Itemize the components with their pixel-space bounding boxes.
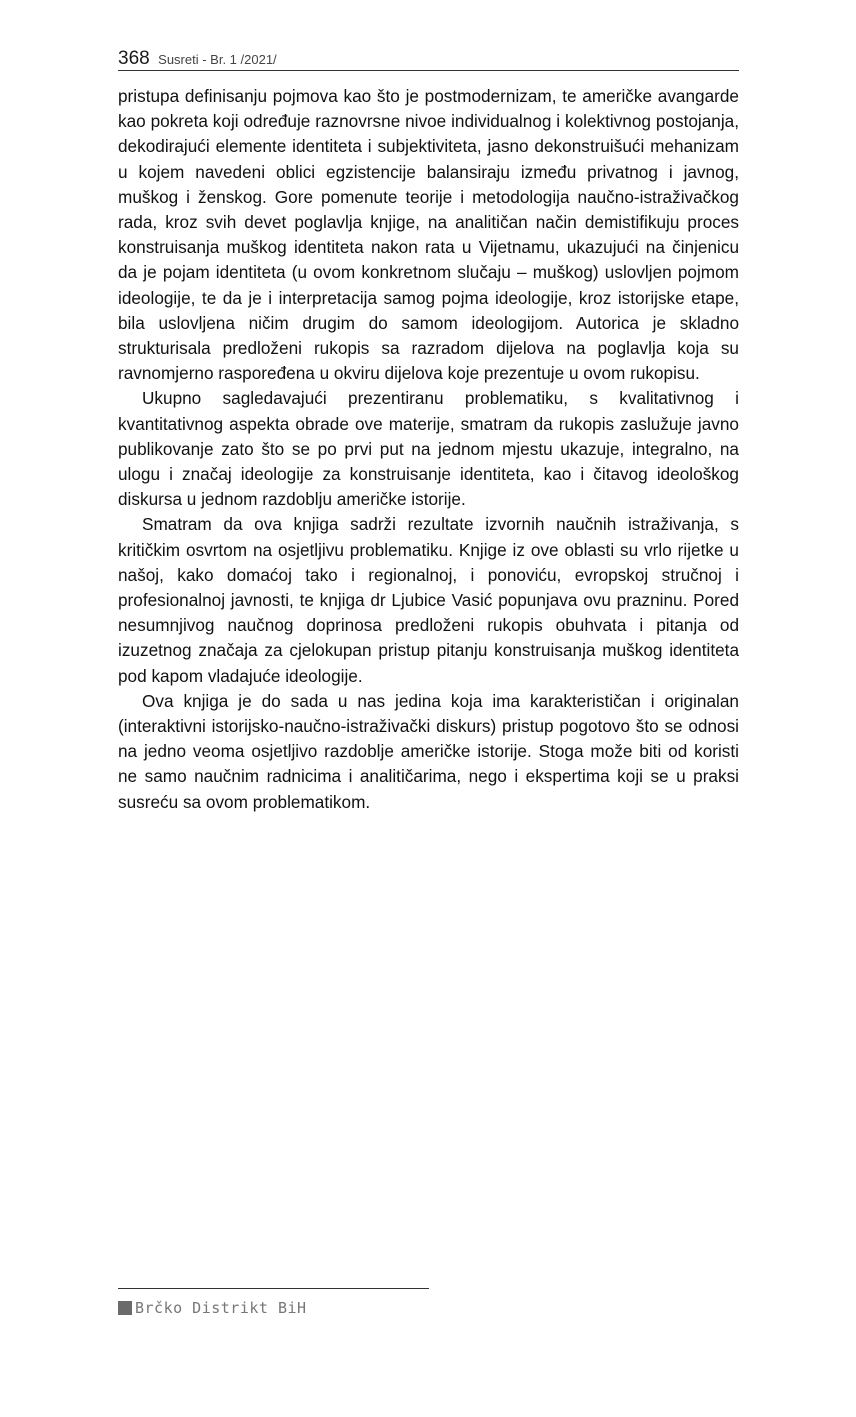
page-footer xyxy=(118,1298,307,1318)
page-number: 368 xyxy=(118,48,150,69)
paragraph: Smatram da ova knjiga sadrži rezultate izvornih naučnih istraživanja, s kritičkim osvrtom na osjetljivu problematiku. Knjige iz ove oblasti su vrlo rijetke u našoj, kako domaćoj tako i regionalnoj, i ponoviću, evropskoj stručnoj i profesionalnoj javnosti, te knjiga dr Ljubice Vasić popunjava ovu prazninu. Pored nesumnjivog naučnog doprinosa predloženi rukopis obuhvata i pitanja od izuzetnog značaja za cjelokupan pristup pitanju konstruisanja muškog identiteta pod kapom vladajuće ideologije. xyxy=(118,514,739,686)
paragraph: pristupa definisanju pojmova kao što je postmodernizam, te američke avangarde kao pokreta koji određuje raznovrsne nivoe individualnog i kolektivnog postojanja, dekodirajući elemente identiteta i subjektiviteta, jasno dekonstruišući mehanizam u kojem navedeni oblici egzistencije balansiraju između privatnog i javnog, muškog i ženskog. Gore pomenute teorije i metodologija naučno-istraživačkog rada, kroz svih devet poglavlja knjige, na analitičan način demistifikuju proces konstruisanja muškog identiteta nakon rata u Vijetnamu, ukazujući na činjenicu da je pojam identiteta (u ovom konkretnom slučaju – muškog) uslovljen pojmom ideologije, te da je i interpretacija samog pojma ideologije, kroz istorijske etape, bila uslovljena ničim drugim do samom ideologijom. Autorica je skladno strukturisala predloženi rukopis sa razradom dijelova na poglavlja koja su ravnomjerno raspoređena u okviru dijelova koje prezentuje u ovom rukopisu. xyxy=(118,86,739,384)
paragraph: Ova knjiga je do sada u nas jedina koja ima karakterističan i originalan (interaktivni istorijsko-naučno-istraživački diskurs) pristup pogotovo što se odnosi na jedno veoma osjetljivo razdoblje američke istorije. Stoga može biti od koristi ne samo naučnim radnicima i analitičarima, nego i ekspertima koji se u praksi susreću sa ovom problematikom. xyxy=(118,690,739,812)
running-title: Susreti - Br. 1 /2021/ xyxy=(158,52,277,67)
footer-divider xyxy=(118,1288,429,1289)
paragraph: Ukupno sagledavajući prezentiranu problematiku, s kvalitativnog i kvantitativnog aspekta obrade ove materije, smatram da rukopis zaslužuje javno publikovanje zato što se po prvi put na jednom mjestu ukazuje, integralno, na ulogu i značaj ideologije za konstruisanje identiteta, kao i čitavog ideološkog diskursa u jednom razdoblju američke istorije. xyxy=(118,388,739,510)
footer-text: Brčko Distrikt BiH xyxy=(135,1299,307,1317)
body-text xyxy=(118,84,739,815)
page-header xyxy=(118,48,739,71)
footer-square-icon xyxy=(118,1301,132,1315)
